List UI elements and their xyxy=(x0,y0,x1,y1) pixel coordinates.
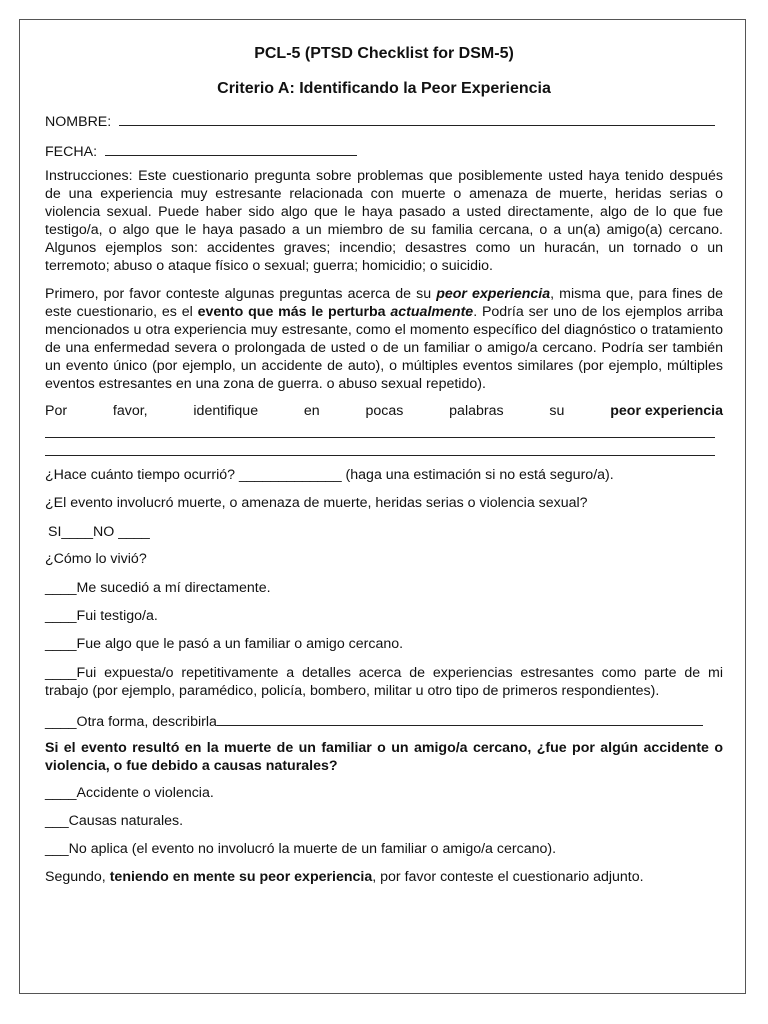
death-option-natural[interactable]: ___Causas naturales. xyxy=(45,813,184,829)
identify-line: Por favor, identifique en pocas palabras su peor experiencia xyxy=(45,403,723,419)
name-field[interactable] xyxy=(45,111,723,130)
other-blank[interactable] xyxy=(217,711,703,726)
instructions-paragraph: Instrucciones: Este cuestionario pregunta sobre problemas que posiblemente usted haya tenido después de una experiencia muy estresante relacionada con muerte o amenaza de muerte, heridas serias o violencia sexual. Puede haber sido algo que le haya pasado a usted directamente, algo de lo que fue testigo/a, o algo que le haya pasado a un miembro de su familia cercana, o a un(a) amigo(a) cercano. Algunos ejemplos son: accidentes graves; incendio; desastres como un huracán, un tornado o un terremoto; abuso o ataque físico o sexual; guerra; homicidio; o suicidio. xyxy=(45,168,723,274)
page-title: PCL-5 (PTSD Checklist for DSM-5) xyxy=(254,45,514,62)
death-question: Si el evento resultó en la muerte de un familiar o un amigo/a cercano, ¿fue por algún accidente o violencia, o fue debido a causas naturales? xyxy=(45,740,723,774)
option-direct[interactable]: ____Me sucedió a mí directamente. xyxy=(45,580,271,596)
si-no-answer[interactable]: SI____NO ____ xyxy=(48,524,150,540)
option-family[interactable]: ____Fue algo que le pasó a un familiar o amigo cercano. xyxy=(45,636,404,652)
option-witness[interactable]: ____Fui testigo/a. xyxy=(45,608,158,624)
second-instruction: Segundo, teniendo en mente su peor experiencia, por favor conteste el cuestionario adjunto. xyxy=(45,869,644,885)
page-subtitle: Criterio A: Identificando la Peor Experiencia xyxy=(217,80,551,97)
how-long-blank[interactable]: _____________ xyxy=(239,467,342,483)
date-blank[interactable] xyxy=(105,141,357,156)
option-other[interactable]: ____Otra forma, describirla xyxy=(45,711,723,730)
experience-line-2[interactable] xyxy=(45,455,715,456)
how-lived-question: ¿Cómo lo vivió? xyxy=(45,551,147,567)
option-exposure[interactable]: ____Fui expuesta/o repetitivamente a detalles acerca de experiencias estresantes como parte de mi trabajo (por ejemplo, paramédico, policía, bombero, militar u otro tipo de primeros respondientes). xyxy=(45,665,723,699)
how-long-question: ¿Hace cuánto tiempo ocurrió? _____________ (haga una estimación si no está seguro/a). xyxy=(45,467,614,483)
experience-line-1[interactable] xyxy=(45,437,715,438)
date-label: FECHA: xyxy=(45,144,98,160)
date-field[interactable] xyxy=(45,141,723,160)
death-option-accident[interactable]: ____Accidente o violencia. xyxy=(45,785,214,801)
first-paragraph: Primero, por favor conteste algunas preguntas acerca de su peor experiencia, misma que, para fines de este cuestionario, es el evento que más le perturba actualmente. Podría ser uno de los ejemplos arriba mencionados u otra experiencia muy estresante, como el momento específico del diagnóstico o tratamiento de una enfermedad severa o prolongada de usted o de un familiar o amigo/a cercano. Podría ser también un evento único (por ejemplo, un accidente de auto), o múltiples eventos similares (por ejemplo, múltiples eventos estresantes en una zona de guerra. o abuso sexual repetido). xyxy=(45,286,724,392)
name-blank[interactable] xyxy=(119,111,715,126)
death-option-na[interactable]: ___No aplica (el evento no involucró la muerte de un familiar o amigo/a cercano). xyxy=(45,841,557,857)
involved-question: ¿El evento involucró muerte, o amenaza de muerte, heridas serias o violencia sexual? xyxy=(45,495,588,511)
name-label: NOMBRE: xyxy=(45,114,112,130)
